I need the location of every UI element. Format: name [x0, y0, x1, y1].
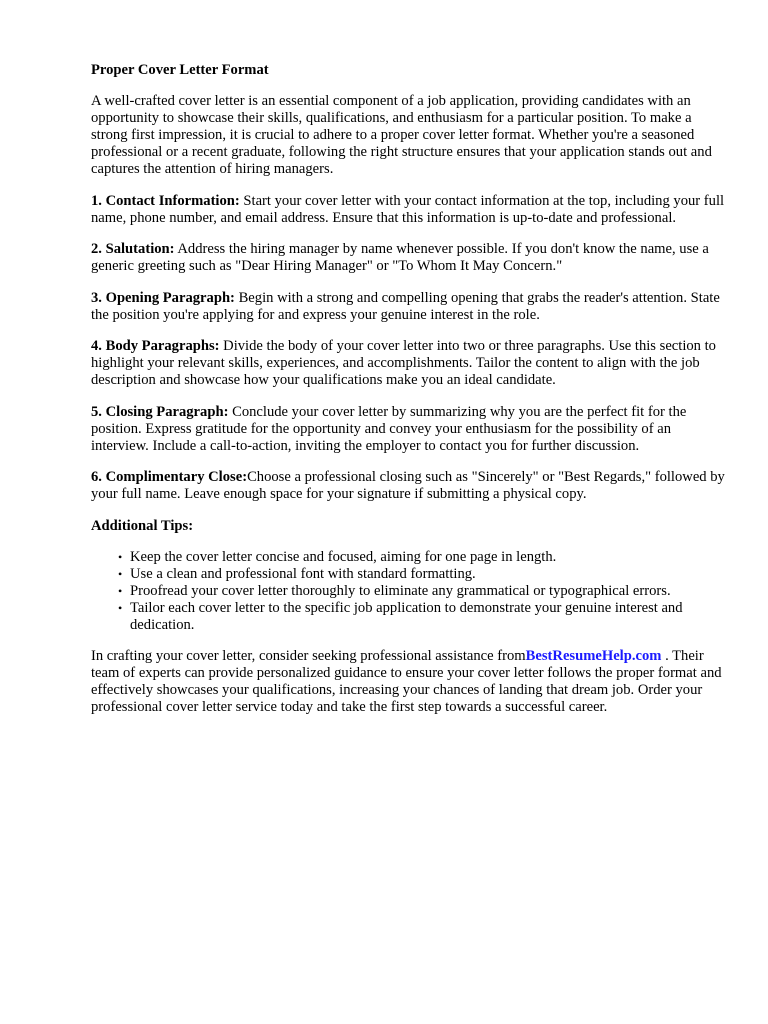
section-text: Conclude your cover letter by summarizing why you are the perfect fit for the position. Express gratitude for the opportunity and convey your enthusiasm for the possibility of an interview. Include a call-to-action, inviting the employer to contact you for further discussion.: [91, 403, 687, 454]
section-contact-information: [91, 193, 731, 227]
document-title: Proper Cover Letter Format: [91, 62, 269, 78]
tip-text: Tailor each cover letter to the specific job application to demonstrate your genuine interest and dedication.: [130, 599, 683, 633]
best-resume-help-link[interactable]: BestResumeHelp.com: [525, 647, 662, 664]
section-body-paragraphs: [91, 338, 731, 389]
section-term: 4. Body Paragraphs:: [91, 338, 220, 354]
section-complimentary-close: [91, 469, 731, 503]
section-text: Start your cover letter with your contact information at the top, including your full name, phone number, and email address. Ensure that this information is up-to-date and professional.: [91, 192, 725, 226]
closing-paragraph: [91, 648, 731, 716]
section-term: 3. Opening Paragraph:: [91, 289, 235, 306]
tips-list: [91, 549, 731, 634]
section-term: 5. Closing Paragraph:: [91, 403, 229, 420]
closing-text-after: . Their team of experts can provide personalized guidance to ensure your cover letter follows the proper format and effectively showcases your qualifications, increasing your chances of landing that dream job. Order your professional cover letter service today and take the first step towards a successful career.: [91, 647, 722, 715]
list-item: [118, 548, 731, 566]
list-item: [118, 565, 731, 583]
tip-text: Keep the cover letter concise and focused, aiming for one page in length.: [130, 548, 557, 565]
tip-text: Use a clean and professional font with standard formatting.: [130, 565, 476, 582]
bullet-icon: •: [118, 600, 123, 615]
bullet-icon: •: [118, 583, 123, 598]
bullet-icon: •: [118, 566, 123, 581]
section-text: Begin with a strong and compelling opening that grabs the reader's attention. State the position you're applying for and express your genuine interest in the role.: [91, 289, 720, 323]
section-text: Address the hiring manager by name whenever possible. If you don't know the name, use a generic greeting such as "Dear Hiring Manager" or "To Whom It May Concern.": [91, 241, 709, 274]
closing-text-before: In crafting your cover letter, consider seeking professional assistance from: [91, 647, 526, 664]
section-term: 6. Complimentary Close:: [91, 469, 248, 485]
section-text: Choose a professional closing such as "Sincerely" or "Best Regards," followed by your full name. Leave enough space for your signature if submitting a physical copy.: [91, 469, 725, 502]
document-page: [91, 62, 731, 730]
section-text: Divide the body of your cover letter into two or three paragraphs. Use this section to highlight your relevant skills, experiences, and accomplishments. Tailor the content to align with the job description and showcase how your qualifications make you an ideal candidate.: [91, 338, 716, 388]
tip-text: Proofread your cover letter thoroughly to eliminate any grammatical or typographical errors.: [130, 582, 671, 599]
section-term: 1. Contact Information:: [91, 192, 240, 209]
list-item: [118, 582, 731, 600]
section-closing-paragraph: [91, 404, 731, 455]
section-term: 2. Salutation:: [91, 241, 175, 257]
bullet-icon: •: [118, 549, 123, 564]
section-salutation: [91, 241, 731, 275]
intro-paragraph: A well-crafted cover letter is an essential component of a job application, providing candidates with an opportunity to showcase their skills, qualifications, and enthusiasm for a particular position. To make a strong first impression, it is crucial to adhere to a proper cover letter format. Whether you're a seasoned professional or a recent graduate, following the right structure ensures that your application stands out and captures the attention of hiring managers.: [91, 93, 712, 177]
tips-heading: Additional Tips:: [91, 517, 194, 534]
list-item: [118, 599, 731, 634]
section-opening-paragraph: [91, 290, 731, 324]
